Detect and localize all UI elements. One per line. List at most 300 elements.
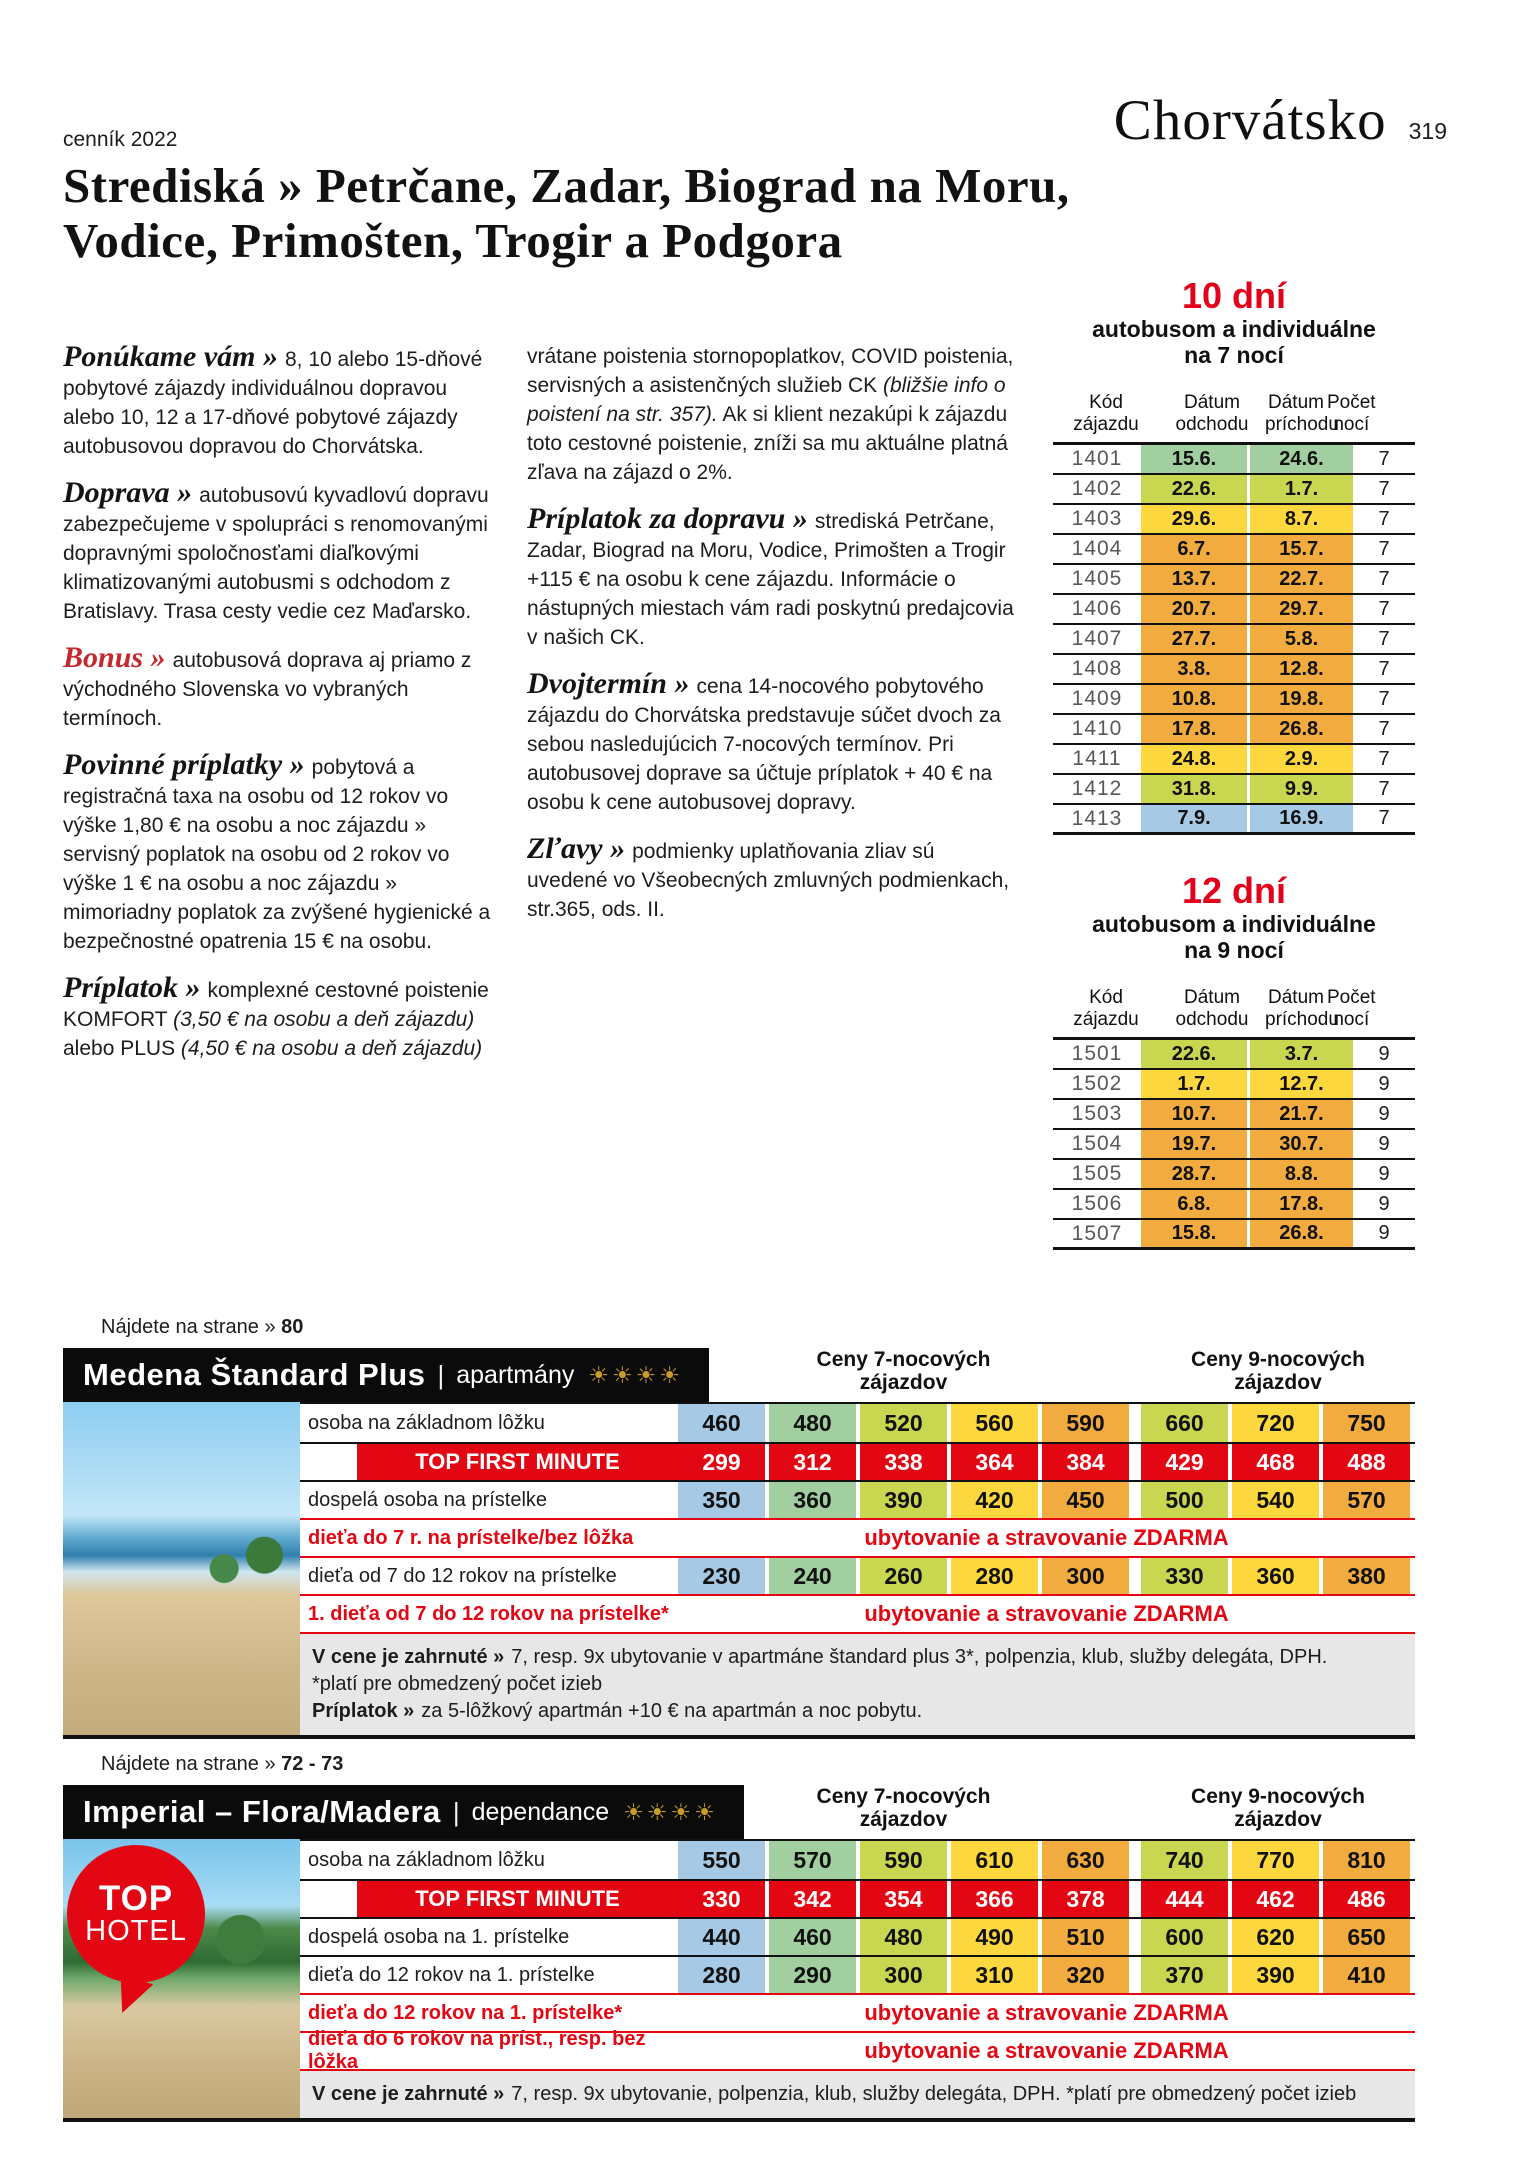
price-row — [300, 1556, 1415, 1594]
paragraph-text: cena 14-nocového pobytového zájazdu do Chorvátska predstavuje súčet dvoch za sebou nasledujúcich 7-nocových termínov. Pri autobusovej doprave sa účtuje príplatok + 40 € na osobu k cene autobusovej dopravy. — [527, 675, 1001, 814]
tour-code: 1406 — [1071, 597, 1123, 620]
sun-icon: ☀ — [623, 1798, 647, 1825]
departure-row — [1053, 1070, 1415, 1100]
arrival-date: 2.9. — [1247, 745, 1353, 773]
price-group-header-9n — [1141, 1348, 1415, 1394]
paragraph-text: vrátane poistenia stornopoplatkov, COVID poistenia, servisných a asistenčných služieb CK — [527, 345, 1014, 397]
price-cell: 488 — [1323, 1444, 1410, 1480]
nights-count: 9 — [1378, 1162, 1390, 1185]
departure-date: 10.7. — [1141, 1100, 1247, 1128]
price-cell: 650 — [1323, 1919, 1410, 1955]
nights-count: 7 — [1378, 567, 1390, 590]
footer-line-text: za 5-lôžkový apartmán +10 € na apartmán a noc pobytu. — [421, 1700, 923, 1722]
column-header-line1: Dátum — [1184, 392, 1240, 413]
price-row — [300, 1955, 1415, 1993]
price-group-header-9n — [1141, 1785, 1415, 1831]
badge-tail — [111, 1975, 154, 2019]
price-cell: 364 — [951, 1444, 1038, 1480]
price-cells-9n — [1141, 1482, 1415, 1518]
paragraph-text: 8, 10 alebo 15-dňové pobytové zájazdy individuálnou dopravou alebo 10, 12 a 17-dňové pobytové zájazdy autobusovou dopravou do Chorvátska. — [63, 348, 483, 458]
price-row-label: dospelá osoba na 1. prístelke — [308, 1925, 570, 1948]
nights-count: 7 — [1378, 597, 1390, 620]
paragraph-lead: Dvojtermín » — [527, 667, 690, 700]
departure-row — [1053, 445, 1415, 475]
column-header-line2: odchodu — [1175, 1009, 1249, 1030]
departure-row — [1053, 1160, 1415, 1190]
tour-code: 1403 — [1071, 507, 1123, 530]
arrival-date: 22.7. — [1247, 565, 1353, 593]
price-cell: 240 — [769, 1558, 856, 1594]
price-cell: 380 — [1323, 1558, 1410, 1594]
price-cell: 280 — [951, 1558, 1038, 1594]
column-header-line1: Dátum — [1268, 987, 1324, 1008]
price-cell: 460 — [678, 1404, 765, 1442]
column-header-line1: Dátum — [1184, 987, 1240, 1008]
price-cell: 610 — [951, 1841, 1038, 1879]
tour-code: 1502 — [1071, 1072, 1123, 1095]
price-cell: 384 — [1042, 1444, 1129, 1480]
departure-date: 6.7. — [1141, 535, 1247, 563]
price-cell: 230 — [678, 1558, 765, 1594]
departure-table-subtitle2: na 7 nocí — [1184, 342, 1284, 368]
paragraph-text: (3,50 € na osobu a deň zájazdu) — [173, 1008, 475, 1031]
departure-date: 3.8. — [1141, 655, 1247, 683]
price-row — [300, 1594, 1415, 1632]
price-row — [300, 2028, 1415, 2073]
group-gap — [1129, 1919, 1141, 1955]
price-cells-7n — [678, 1520, 1129, 1556]
price-cell: 660 — [1141, 1404, 1228, 1442]
price-cell: 390 — [860, 1482, 947, 1518]
free-offer-text: ubytovanie a stravovanie ZDARMA — [864, 1525, 1229, 1550]
departure-date: 10.8. — [1141, 685, 1247, 713]
nights-count: 9 — [1378, 1132, 1390, 1155]
badge-text-bottom: HOTEL — [85, 1915, 187, 1947]
departure-row — [1053, 715, 1415, 745]
arrival-date: 26.8. — [1247, 1220, 1353, 1247]
column-header — [1265, 392, 1339, 436]
price-cell: 740 — [1141, 1841, 1228, 1879]
arrival-date: 30.7. — [1247, 1130, 1353, 1158]
price-cell: 312 — [769, 1444, 856, 1480]
price-cell: 354 — [860, 1881, 947, 1917]
price-cell: 360 — [1232, 1558, 1319, 1594]
departure-date: 27.7. — [1141, 625, 1247, 653]
arrival-date: 21.7. — [1247, 1100, 1353, 1128]
arrival-date: 1.7. — [1247, 475, 1353, 503]
tour-code: 1402 — [1071, 477, 1123, 500]
departure-row — [1053, 685, 1415, 715]
departure-date: 31.8. — [1141, 775, 1247, 803]
free-offer-text: ubytovanie a stravovanie ZDARMA — [864, 1601, 1229, 1626]
price-table — [300, 1404, 1415, 1632]
paragraph-text: podmienky uplatňovania zliav sú uvedené vo Všeobecných zmluvných podmienkach, str.365, ods. II. — [527, 840, 1010, 921]
paragraph-text: pobytová a registračná taxa na osobu od 12 rokov vo výške 1,80 € na osobu a noc zájazdu » servisný poplatok na osobu od 2 rokov vo výške 1 € na osobu a noc zájazdu » mimoriadny poplatok za zvýšené hygienické a bezpečnostné opatrenia 15 € na osobu. — [63, 756, 491, 953]
arrival-date: 29.7. — [1247, 595, 1353, 623]
footer-line-text: *platí pre obmedzený počet izieb — [312, 1673, 603, 1695]
paragraph-lead: Ponúkame vám » — [63, 340, 278, 373]
price-row-label: dieťa do 12 rokov na 1. prístelke* — [308, 2001, 623, 2024]
hotel-footer — [300, 2069, 1415, 2118]
nights-count: 7 — [1378, 807, 1390, 829]
hotel-name: Medena Štandard Plus — [83, 1357, 426, 1392]
group-gap — [1129, 1995, 1141, 2031]
price-cell: 480 — [769, 1404, 856, 1442]
price-cell: 560 — [951, 1404, 1038, 1442]
departure-table — [1053, 871, 1415, 1250]
departure-table-body — [1053, 445, 1415, 835]
paragraph-text: autobusová doprava aj priamo z východného Slovenska vo vybraných termínoch. — [63, 649, 472, 730]
group-header-line1: Ceny 7-nocových — [816, 1348, 991, 1371]
departure-row — [1053, 625, 1415, 655]
paragraph-text: Ak si klient nezakúpi k zájazdu toto cestovné poistenie, zníži sa mu aktuálne platná zľava na zájazd o 2%. — [527, 403, 1008, 484]
price-row — [300, 1404, 1415, 1442]
departure-row — [1053, 505, 1415, 535]
price-row-label: 1. dieťa od 7 do 12 rokov na prístelke* — [308, 1602, 669, 1625]
price-cell: 450 — [1042, 1482, 1129, 1518]
group-gap — [1129, 1520, 1141, 1556]
price-cell: 500 — [1141, 1482, 1228, 1518]
price-row — [300, 1841, 1415, 1879]
hotel-photo — [63, 1402, 300, 1735]
footer-line — [312, 1644, 1415, 1671]
nights-count: 9 — [1378, 1072, 1390, 1095]
price-cell: 342 — [769, 1881, 856, 1917]
price-cell: 366 — [951, 1881, 1038, 1917]
paragraph — [527, 342, 1019, 487]
price-cell: 320 — [1042, 1957, 1129, 1993]
departure-date: 19.7. — [1141, 1130, 1247, 1158]
paragraph — [63, 342, 499, 461]
tour-code: 1404 — [1071, 537, 1123, 560]
sun-icon: ☀ — [659, 1361, 683, 1388]
footer-line-lead: V cene je zahrnuté » — [312, 1646, 505, 1668]
group-gap — [1129, 1404, 1141, 1442]
price-row-label-cell — [300, 1482, 678, 1518]
price-row-label: dospelá osoba na prístelke — [308, 1488, 548, 1511]
column-header — [1159, 392, 1265, 436]
arrival-date: 9.9. — [1247, 775, 1353, 803]
paragraph-text: (bližšie info o poistení na str. 357). — [527, 374, 1006, 426]
price-cells-7n — [678, 1995, 1129, 2031]
column-header — [1265, 987, 1339, 1031]
arrival-date: 8.7. — [1247, 505, 1353, 533]
price-cell: 410 — [1323, 1957, 1410, 1993]
tour-code: 1405 — [1071, 567, 1123, 590]
arrival-date: 3.7. — [1247, 1040, 1353, 1068]
price-cell: 630 — [1042, 1841, 1129, 1879]
price-cell: 600 — [1141, 1919, 1228, 1955]
price-row — [300, 1879, 1415, 1917]
price-row — [300, 1480, 1415, 1518]
price-cell: 770 — [1232, 1841, 1319, 1879]
price-cells-7n — [678, 1482, 1129, 1518]
price-cell: 290 — [769, 1957, 856, 1993]
paragraph — [63, 643, 499, 733]
departure-row — [1053, 775, 1415, 805]
tour-code: 1504 — [1071, 1132, 1123, 1155]
price-cell: 750 — [1323, 1404, 1410, 1442]
page-reference — [101, 1753, 1415, 1777]
price-cell: 810 — [1323, 1841, 1410, 1879]
column-header-line1: Dátum — [1268, 392, 1324, 413]
sun-icon: ☀ — [670, 1798, 695, 1825]
price-cell: 310 — [951, 1957, 1038, 1993]
paragraph-text: strediská Petrčane, Zadar, Biograd na Moru, Vodice, Primošten a Trogir +115 € na osobu k cene zájazdu. Informácie o nástupných miestach vám radi poskytnú predajcovia v našich CK. — [527, 510, 1014, 649]
paragraph-lead: Zľavy » — [527, 832, 626, 865]
price-cells-7n — [678, 1881, 1129, 1917]
price-cell: 490 — [951, 1919, 1038, 1955]
price-row — [300, 1993, 1415, 2031]
departure-row — [1053, 745, 1415, 775]
price-cells-7n — [678, 1558, 1129, 1594]
price-cells-9n — [1141, 1596, 1415, 1632]
departure-date: 29.6. — [1141, 505, 1247, 533]
price-cell: 468 — [1232, 1444, 1319, 1480]
nights-count: 9 — [1378, 1192, 1390, 1215]
column-header-line2: zájazdu — [1073, 414, 1139, 435]
price-cell: 462 — [1232, 1881, 1319, 1917]
tour-code: 1501 — [1071, 1042, 1123, 1065]
departure-row — [1053, 1040, 1415, 1070]
page-reference-label: Nájdete na strane » — [101, 1753, 276, 1775]
departure-date: 15.8. — [1141, 1220, 1247, 1247]
arrival-date: 19.8. — [1247, 685, 1353, 713]
price-row-label-cell — [300, 1995, 678, 2031]
page-reference-pages: 80 — [281, 1316, 304, 1338]
nights-count: 9 — [1378, 1222, 1390, 1244]
page-title-line1: Strediská » Petrčane, Zadar, Biograd na Moru, — [63, 158, 1070, 213]
departure-date: 1.7. — [1141, 1070, 1247, 1098]
price-row-label: osoba na základnom lôžku — [308, 1848, 545, 1871]
departure-date: 13.7. — [1141, 565, 1247, 593]
paragraph-text: (4,50 € na osobu a deň zájazdu) — [180, 1037, 483, 1060]
price-cells-9n — [1141, 1841, 1415, 1879]
price-group-header-7n — [678, 1785, 1129, 1831]
price-cells-9n — [1141, 1957, 1415, 1993]
tour-code: 1413 — [1071, 806, 1123, 830]
price-cells-9n — [1141, 1995, 1415, 2031]
departure-table-title: 12 dní — [1181, 870, 1287, 911]
tour-code: 1407 — [1071, 627, 1123, 650]
price-cell: 550 — [678, 1841, 765, 1879]
top-hotel-badge-circle — [67, 1845, 205, 1983]
hotel-section — [63, 1753, 1415, 2122]
price-cell: 590 — [1042, 1404, 1129, 1442]
column-header-line2: nocí — [1333, 414, 1370, 435]
arrival-date: 16.9. — [1247, 805, 1353, 832]
column-header-line2: príchodu — [1265, 414, 1339, 435]
tour-code: 1503 — [1071, 1102, 1123, 1125]
price-cells-9n — [1141, 1404, 1415, 1442]
departure-table — [1053, 276, 1415, 835]
column-header — [1327, 392, 1376, 436]
group-header-line1: Ceny 9-nocových — [1191, 1785, 1365, 1808]
column-header — [1159, 987, 1265, 1031]
price-row-label: dieťa do 12 rokov na 1. prístelke — [308, 1963, 595, 1986]
footer-line — [312, 1671, 1415, 1698]
price-row-label: dieťa do 7 r. na prístelke/bez lôžka — [308, 1526, 634, 1549]
sun-icon: ☀ — [588, 1361, 612, 1388]
column-header-line1: Kód — [1089, 392, 1123, 413]
departure-row — [1053, 1100, 1415, 1130]
departure-row — [1053, 805, 1415, 835]
arrival-date: 12.8. — [1247, 655, 1353, 683]
departure-row — [1053, 595, 1415, 625]
price-cells-7n — [678, 1919, 1129, 1955]
departure-date: 22.6. — [1141, 1040, 1247, 1068]
departure-row — [1053, 535, 1415, 565]
price-cell: 390 — [1232, 1957, 1319, 1993]
group-gap — [1129, 1558, 1141, 1594]
departure-date: 24.8. — [1141, 745, 1247, 773]
paragraph — [527, 834, 1019, 924]
departure-row — [1053, 475, 1415, 505]
paragraph-lead: Povinné príplatky » — [63, 748, 305, 781]
tour-code: 1401 — [1071, 447, 1123, 470]
departure-table-subtitle: autobusom a individuálne — [1092, 911, 1376, 937]
price-row-label-cell — [300, 1444, 678, 1480]
price-cells-9n — [1141, 2033, 1415, 2069]
arrival-date: 5.8. — [1247, 625, 1353, 653]
nights-count: 7 — [1378, 477, 1390, 500]
price-row-label-cell — [300, 1881, 678, 1917]
price-row-label-cell — [300, 1957, 678, 1993]
page-reference-label: Nájdete na strane » — [101, 1316, 276, 1338]
price-group-header-7n — [678, 1348, 1129, 1394]
price-row — [300, 1442, 1415, 1480]
page-number: 319 — [1408, 118, 1447, 144]
nights-count: 7 — [1378, 447, 1390, 470]
footer-line-lead: Príplatok » — [312, 1700, 415, 1722]
hotel-header-row — [63, 1346, 1415, 1404]
sun-icon: ☀ — [611, 1361, 636, 1388]
paragraph-lead: Príplatok » — [63, 971, 201, 1004]
tour-code: 1412 — [1071, 777, 1123, 800]
group-gap — [1129, 1881, 1141, 1917]
intro-column-right — [527, 342, 1019, 941]
departure-table-body — [1053, 1040, 1415, 1250]
paragraph — [527, 504, 1019, 652]
group-header-line1: Ceny 9-nocových — [1191, 1348, 1365, 1371]
page-reference — [101, 1316, 1415, 1340]
group-gap — [1129, 2033, 1141, 2069]
price-cell: 350 — [678, 1482, 765, 1518]
paragraph-body — [63, 756, 490, 953]
hotel-title-bar — [63, 1348, 709, 1402]
departure-date: 7.9. — [1141, 805, 1247, 832]
price-row-label-cell — [300, 1558, 678, 1594]
price-cells-7n — [678, 1957, 1129, 1993]
hotel-photo — [63, 1839, 300, 2118]
nights-count: 7 — [1378, 687, 1390, 710]
hotel-name: Imperial – Flora/Madera — [83, 1794, 441, 1829]
price-cell: 620 — [1232, 1919, 1319, 1955]
arrival-date: 17.8. — [1247, 1190, 1353, 1218]
price-cell: 360 — [769, 1482, 856, 1518]
price-cell: 440 — [678, 1919, 765, 1955]
hotel-header-row — [63, 1783, 1415, 1841]
nights-count: 9 — [1378, 1042, 1390, 1065]
tour-code: 1506 — [1071, 1192, 1123, 1215]
arrival-date: 15.7. — [1247, 535, 1353, 563]
paragraph-lead: Príplatok za dopravu » — [527, 502, 808, 535]
departure-table-subtitle2: na 9 nocí — [1184, 937, 1284, 963]
footer-line-text: 7, resp. 9x ubytovanie v apartmáne štandard plus 3*, polpenzia, klub, služby delegáta, DPH. — [511, 1646, 1328, 1668]
departure-date: 17.8. — [1141, 715, 1247, 743]
price-cell: 720 — [1232, 1404, 1319, 1442]
paragraph-body — [527, 345, 1013, 484]
page-header — [1114, 88, 1447, 153]
group-gap — [1129, 1596, 1141, 1632]
departure-date: 20.7. — [1141, 595, 1247, 623]
price-cell: 520 — [860, 1404, 947, 1442]
tour-code: 1507 — [1071, 1221, 1123, 1245]
departure-date: 28.7. — [1141, 1160, 1247, 1188]
departure-table-header — [1053, 392, 1415, 445]
column-header — [1053, 987, 1159, 1031]
departure-row — [1053, 1190, 1415, 1220]
hotel-category: apartmány — [456, 1360, 575, 1389]
arrival-date: 24.6. — [1247, 445, 1353, 473]
price-row-label: dieťa do 6 rokov na príst., resp. bez lôžka — [308, 2028, 646, 2073]
price-table — [300, 1841, 1415, 2073]
paragraph-lead: Doprava » — [63, 476, 193, 509]
price-row-label-cell — [300, 1841, 678, 1879]
price-cell: 420 — [951, 1482, 1038, 1518]
price-cell: 260 — [860, 1558, 947, 1594]
price-cell: 429 — [1141, 1444, 1228, 1480]
page-title — [63, 158, 1070, 268]
price-cell: 570 — [1323, 1482, 1410, 1518]
footer-line-lead: V cene je zahrnuté » — [312, 2083, 505, 2105]
departure-table-title: 10 dní — [1181, 275, 1287, 316]
tour-code: 1409 — [1071, 687, 1123, 710]
hotel-title-divider: | — [452, 1796, 460, 1827]
column-header-line2: odchodu — [1175, 414, 1249, 435]
hotel-sections — [63, 1316, 1415, 2136]
paragraph-lead: Bonus » — [63, 641, 166, 674]
price-cell: 338 — [860, 1444, 947, 1480]
edition-label: cenník 2022 — [63, 128, 178, 151]
hotel-title-bar — [63, 1785, 744, 1839]
group-gap — [1129, 1444, 1141, 1480]
price-cell: 510 — [1042, 1919, 1129, 1955]
column-header-line2: zájazdu — [1073, 1009, 1139, 1030]
price-cell: 280 — [678, 1957, 765, 1993]
paragraph — [63, 750, 499, 956]
free-offer-text: ubytovanie a stravovanie ZDARMA — [864, 2038, 1229, 2063]
nights-count: 7 — [1378, 537, 1390, 560]
price-cell: 590 — [860, 1841, 947, 1879]
price-cells-9n — [1141, 1558, 1415, 1594]
hotel-category: dependance — [471, 1797, 610, 1826]
price-row-label: TOP FIRST MINUTE — [357, 1881, 678, 1917]
paragraph — [63, 478, 499, 626]
departure-date: 15.6. — [1141, 445, 1247, 473]
badge-text-top: TOP — [98, 1879, 174, 1918]
price-cell: 330 — [678, 1881, 765, 1917]
arrival-date: 8.8. — [1247, 1160, 1353, 1188]
nights-count: 7 — [1378, 657, 1390, 680]
price-row-label: osoba na základnom lôžku — [308, 1411, 545, 1434]
column-header-line1: Kód — [1089, 987, 1123, 1008]
country-title: Chorvátsko — [1113, 89, 1387, 152]
departure-row — [1053, 655, 1415, 685]
price-cell: 299 — [678, 1444, 765, 1480]
paragraph-text: komplexné cestovné poistenie KOMFORT — [63, 979, 489, 1031]
free-offer-text: ubytovanie a stravovanie ZDARMA — [864, 2000, 1229, 2025]
